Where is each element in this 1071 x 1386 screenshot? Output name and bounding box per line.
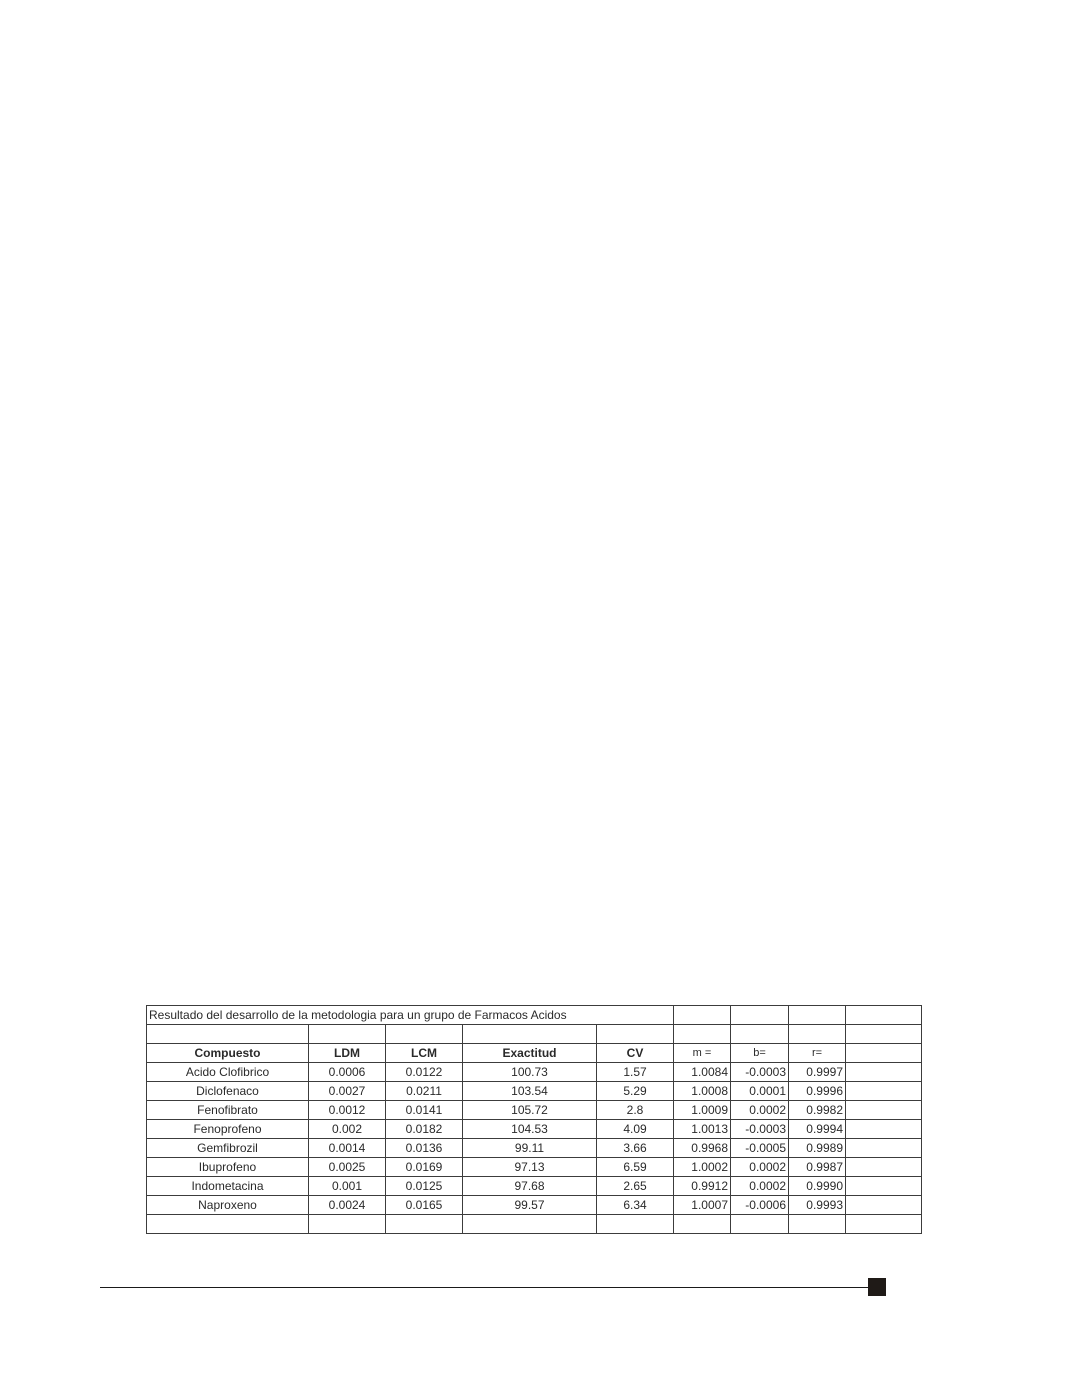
header-ldm: LDM	[309, 1044, 386, 1063]
cell-lcm: 0.0136	[386, 1139, 463, 1158]
cell-cv: 6.59	[597, 1158, 674, 1177]
cell-r: 0.9997	[789, 1063, 846, 1082]
cell-m: 1.0084	[674, 1063, 731, 1082]
header-b: b=	[731, 1044, 789, 1063]
cell-exactitud: 104.53	[463, 1120, 597, 1139]
cell-cv: 2.65	[597, 1177, 674, 1196]
cell-compuesto: Diclofenaco	[147, 1082, 309, 1101]
cell-exactitud: 103.54	[463, 1082, 597, 1101]
footer-rule	[100, 1287, 870, 1288]
empty-cell	[789, 1006, 846, 1025]
cell-ldm: 0.0012	[309, 1101, 386, 1120]
empty-cell	[846, 1196, 922, 1215]
empty-cell	[846, 1044, 922, 1063]
empty-cell	[731, 1215, 789, 1234]
cell-exactitud: 97.13	[463, 1158, 597, 1177]
empty-cell	[846, 1158, 922, 1177]
empty-cell	[597, 1025, 674, 1044]
empty-cell	[731, 1025, 789, 1044]
empty-cell	[846, 1101, 922, 1120]
cell-lcm: 0.0211	[386, 1082, 463, 1101]
cell-ldm: 0.002	[309, 1120, 386, 1139]
cell-r: 0.9993	[789, 1196, 846, 1215]
cell-r: 0.9994	[789, 1120, 846, 1139]
cell-exactitud: 99.57	[463, 1196, 597, 1215]
cell-b: -0.0003	[731, 1120, 789, 1139]
table-title: Resultado del desarrollo de la metodologia para un grupo de Farmacos Acidos	[147, 1006, 674, 1025]
cell-b: 0.0002	[731, 1158, 789, 1177]
header-cv: CV	[597, 1044, 674, 1063]
empty-cell	[846, 1139, 922, 1158]
cell-cv: 1.57	[597, 1063, 674, 1082]
table-row	[147, 1063, 922, 1082]
empty-cell	[674, 1025, 731, 1044]
cell-m: 0.9912	[674, 1177, 731, 1196]
cell-ldm: 0.0025	[309, 1158, 386, 1177]
cell-exactitud: 99.11	[463, 1139, 597, 1158]
cell-ldm: 0.0027	[309, 1082, 386, 1101]
cell-b: 0.0001	[731, 1082, 789, 1101]
cell-b: 0.0002	[731, 1177, 789, 1196]
header-m: m =	[674, 1044, 731, 1063]
empty-cell	[463, 1025, 597, 1044]
cell-compuesto: Naproxeno	[147, 1196, 309, 1215]
empty-cell	[731, 1006, 789, 1025]
cell-cv: 6.34	[597, 1196, 674, 1215]
cell-ldm: 0.0024	[309, 1196, 386, 1215]
cell-cv: 2.8	[597, 1101, 674, 1120]
cell-exactitud: 105.72	[463, 1101, 597, 1120]
results-table	[146, 1005, 922, 1234]
table-row	[147, 1120, 922, 1139]
header-lcm: LCM	[386, 1044, 463, 1063]
empty-cell	[386, 1025, 463, 1044]
cell-r: 0.9989	[789, 1139, 846, 1158]
empty-cell	[597, 1215, 674, 1234]
cell-compuesto: Indometacina	[147, 1177, 309, 1196]
cell-compuesto: Ibuprofeno	[147, 1158, 309, 1177]
empty-cell	[309, 1215, 386, 1234]
cell-b: 0.0002	[731, 1101, 789, 1120]
empty-cell	[386, 1215, 463, 1234]
table-row	[147, 1139, 922, 1158]
table-row	[147, 1082, 922, 1101]
table-empty-row	[147, 1215, 922, 1234]
cell-r: 0.9987	[789, 1158, 846, 1177]
empty-cell	[846, 1082, 922, 1101]
empty-cell	[789, 1215, 846, 1234]
cell-m: 1.0013	[674, 1120, 731, 1139]
empty-cell	[846, 1063, 922, 1082]
empty-cell	[147, 1025, 309, 1044]
cell-ldm: 0.001	[309, 1177, 386, 1196]
cell-m: 1.0007	[674, 1196, 731, 1215]
table-row	[147, 1101, 922, 1120]
table-row	[147, 1158, 922, 1177]
empty-cell	[846, 1177, 922, 1196]
cell-exactitud: 97.68	[463, 1177, 597, 1196]
table-row	[147, 1177, 922, 1196]
cell-cv: 3.66	[597, 1139, 674, 1158]
cell-lcm: 0.0165	[386, 1196, 463, 1215]
cell-lcm: 0.0122	[386, 1063, 463, 1082]
empty-cell	[846, 1025, 922, 1044]
cell-lcm: 0.0141	[386, 1101, 463, 1120]
cell-m: 1.0009	[674, 1101, 731, 1120]
cell-compuesto: Fenofibrato	[147, 1101, 309, 1120]
cell-compuesto: Gemfibrozil	[147, 1139, 309, 1158]
cell-compuesto: Acido Clofibrico	[147, 1063, 309, 1082]
cell-cv: 4.09	[597, 1120, 674, 1139]
cell-compuesto: Fenoprofeno	[147, 1120, 309, 1139]
cell-b: -0.0005	[731, 1139, 789, 1158]
empty-cell	[674, 1215, 731, 1234]
cell-m: 1.0002	[674, 1158, 731, 1177]
empty-cell	[846, 1120, 922, 1139]
cell-lcm: 0.0182	[386, 1120, 463, 1139]
header-r: r=	[789, 1044, 846, 1063]
header-exactitud: Exactitud	[463, 1044, 597, 1063]
cell-exactitud: 100.73	[463, 1063, 597, 1082]
cell-lcm: 0.0125	[386, 1177, 463, 1196]
table-row	[147, 1196, 922, 1215]
cell-m: 0.9968	[674, 1139, 731, 1158]
footer-square-marker	[868, 1278, 886, 1296]
cell-r: 0.9996	[789, 1082, 846, 1101]
cell-ldm: 0.0006	[309, 1063, 386, 1082]
cell-r: 0.9990	[789, 1177, 846, 1196]
cell-lcm: 0.0169	[386, 1158, 463, 1177]
cell-m: 1.0008	[674, 1082, 731, 1101]
empty-cell	[846, 1215, 922, 1234]
cell-cv: 5.29	[597, 1082, 674, 1101]
cell-b: -0.0003	[731, 1063, 789, 1082]
empty-cell	[846, 1006, 922, 1025]
empty-cell	[147, 1215, 309, 1234]
table-spacer-row	[147, 1025, 922, 1044]
empty-cell	[309, 1025, 386, 1044]
cell-ldm: 0.0014	[309, 1139, 386, 1158]
empty-cell	[789, 1025, 846, 1044]
empty-cell	[463, 1215, 597, 1234]
table-header-row	[147, 1044, 922, 1063]
header-compuesto: Compuesto	[147, 1044, 309, 1063]
table-title-row	[147, 1006, 922, 1025]
cell-b: -0.0006	[731, 1196, 789, 1215]
cell-r: 0.9982	[789, 1101, 846, 1120]
empty-cell	[674, 1006, 731, 1025]
